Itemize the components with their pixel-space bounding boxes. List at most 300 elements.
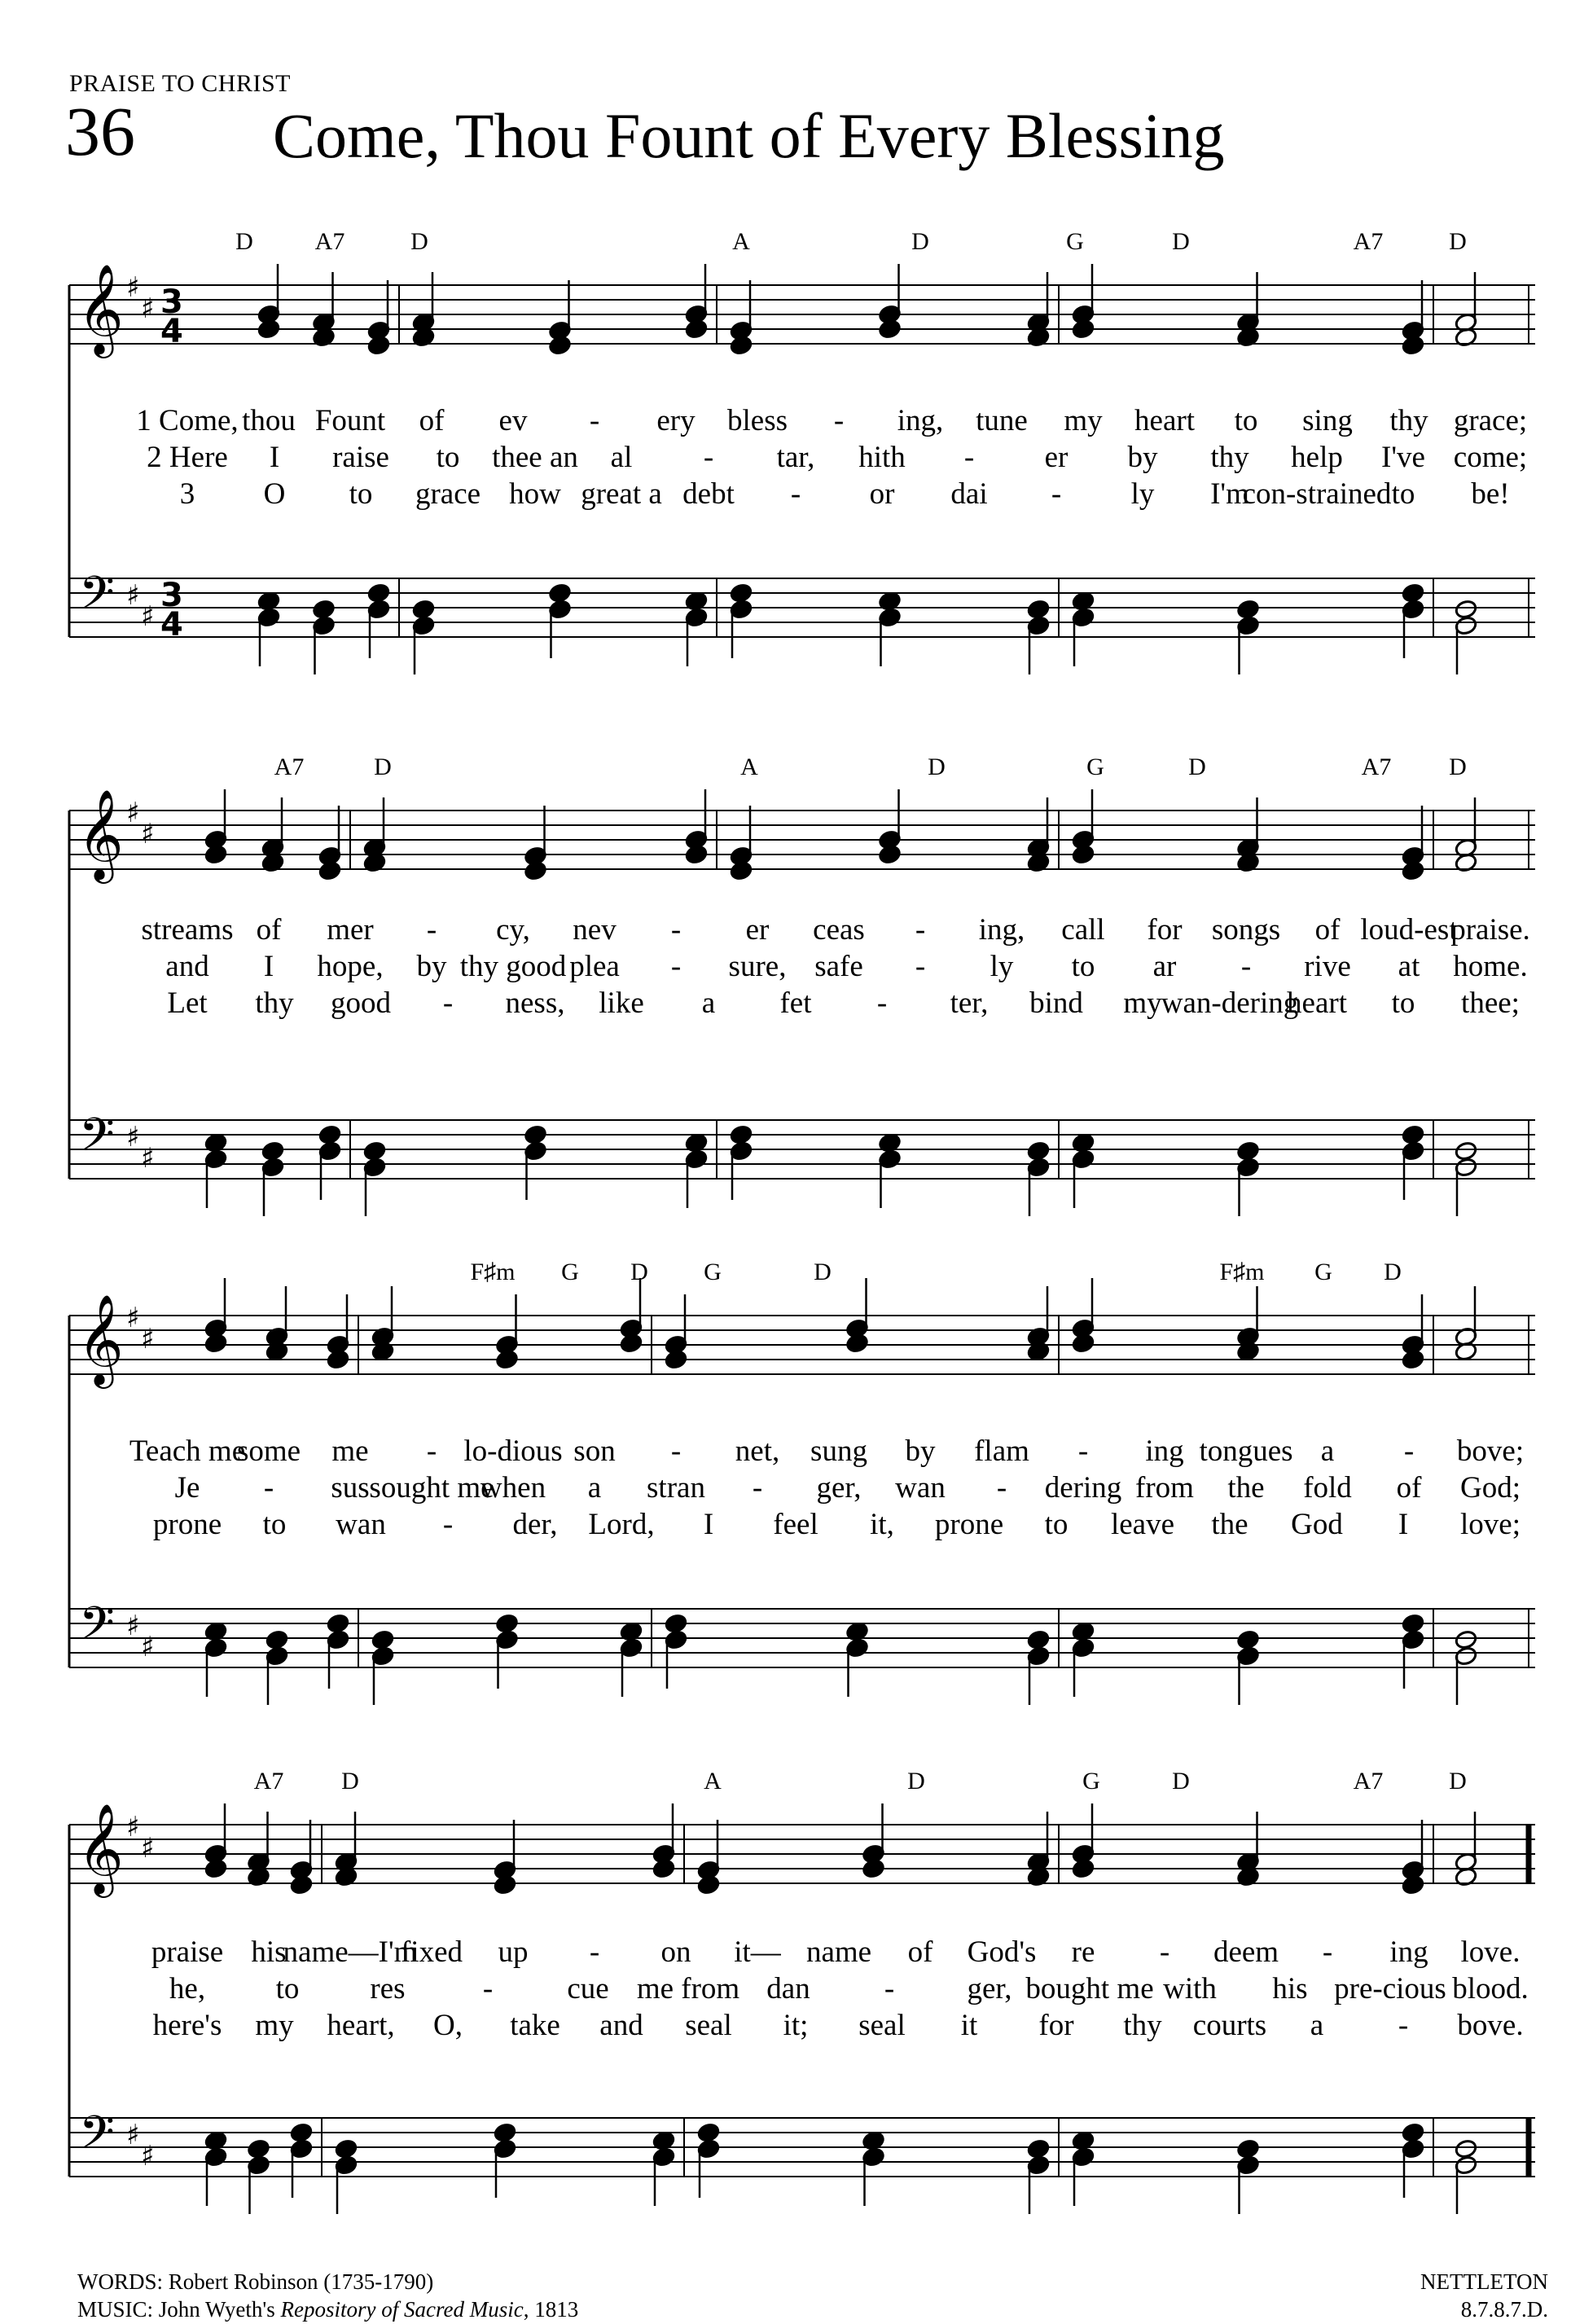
lyric-syllable: blood. [1452,1972,1529,2005]
lyric-syllable: a [1320,1434,1335,1468]
note-head [312,599,336,619]
lyric-syllable: Je [174,1471,200,1505]
lyric-syllable: - [996,1471,1007,1505]
lyric-syllable: ly [990,950,1014,983]
chord-symbol: G [1066,228,1084,255]
lyric-syllable: his [251,1935,287,1969]
lyric-syllable: net, [735,1434,780,1468]
note-head [1236,1140,1260,1161]
lyric-syllable: cue [567,1972,609,2005]
lyric-syllable: der, [512,1508,558,1541]
lyric-syllable: I [703,1508,714,1541]
lyric-syllable: to [436,441,460,474]
lyric-syllable: ceas [813,913,865,947]
chord-symbol: D [928,753,946,780]
note-head [371,1629,395,1650]
note-head [327,1349,350,1369]
lyric-syllable: a [587,1471,602,1505]
lyric-syllable: up [498,1935,529,1969]
lyric-syllable: when [480,1471,546,1505]
lyric-syllable: songs [1211,913,1281,947]
lyric-syllable: thy [1210,441,1249,474]
lyric-syllable: 2 Here [147,441,228,474]
lyric-syllable: - [442,986,454,1020]
lyric-syllable: hith [858,441,906,474]
sharp-icon: ♯ [141,600,155,633]
chord-symbol: G [1082,1768,1100,1795]
treble-clef-icon: 𝄞 [77,263,124,354]
note-head [1402,1349,1425,1369]
lyric-syllable: a [1310,2009,1324,2042]
lyric-syllable: - [876,986,888,1020]
hymn-number: 36 [65,92,135,170]
sharp-icon: ♯ [126,797,140,829]
lyric-syllable: heart, [327,2009,395,2042]
lyric-syllable: I [263,950,274,983]
note-head [257,319,281,339]
lyric-syllable: at [1398,950,1420,983]
note-head [204,844,228,864]
sharp-icon: ♯ [141,2140,155,2172]
chord-symbol: D [1172,1768,1190,1795]
lyric-syllable: thy [1123,2009,1162,2042]
chord-symbol: F♯m [470,1259,516,1285]
lyric-syllable: with [1163,1972,1217,2005]
lyric-syllable: ing, [978,913,1025,947]
lyric-syllable: my [1064,404,1103,437]
lyric-syllable: I'm [1210,477,1249,511]
chord-symbol: G [704,1259,722,1285]
lyric-syllable: wan [895,1471,946,1505]
lyric-syllable: er [1044,441,1069,474]
note-head [290,2122,314,2142]
lyric-syllable: sung [810,1434,867,1468]
sharp-icon: ♯ [126,2119,140,2151]
lyric-syllable: to [1391,477,1415,511]
chord-symbol: D [235,228,253,255]
lyric-syllable: - [426,913,437,947]
chord-symbol: D [911,228,929,255]
treble-clef-icon: 𝄞 [77,789,124,880]
note-head [327,1613,350,1633]
lyric-syllable: my [255,2009,294,2042]
lyric-syllable: - [915,950,926,983]
chord-symbol: D [374,753,392,780]
note-head [363,1140,387,1161]
lyric-syllable: bought me [1025,1972,1154,2005]
lyric-syllable: O [263,477,286,511]
lyric-syllable: wan-dering [1161,986,1299,1020]
note-head [1402,335,1425,355]
lyric-syllable: flam [974,1434,1029,1468]
note-head [862,1858,885,1878]
time-signature: 4 [160,606,183,644]
lyric-syllable: name—I'm [283,1935,418,1969]
lyric-syllable: seal [858,2009,906,2042]
lyric-syllable: to [1234,404,1258,437]
bass-clef-icon: 𝄢 [79,567,115,631]
lyric-syllable: - [263,1471,274,1505]
note-head [1402,1874,1425,1895]
sharp-icon: ♯ [126,579,140,612]
note-head [412,599,436,619]
lyric-syllable: er [745,913,770,947]
lyric-syllable: ly [1130,477,1155,511]
lyric-syllable: - [915,913,926,947]
chord-symbol: D [410,228,428,255]
chord-symbol: A [732,228,750,255]
lyric-syllable: heart [1134,404,1195,437]
treble-clef-icon: 𝄞 [77,1803,124,1894]
note-head [524,1124,547,1144]
lyric-syllable: stran [647,1471,705,1505]
lyric-syllable: ter, [950,986,989,1020]
lyric-syllable: dan [766,1972,810,2005]
chord-symbol: G [561,1259,579,1285]
lyric-syllable: - [1403,1434,1415,1468]
lyric-syllable: debt [682,477,735,511]
lyric-syllable: of [907,1935,933,1969]
music-system [0,1259,1571,1723]
lyric-syllable: 3 [179,477,195,511]
note-head [1402,2122,1425,2142]
bass-clef-icon: 𝄢 [79,1597,115,1662]
note-head [665,1613,688,1633]
lyric-syllable: how [509,477,561,511]
lyric-syllable: by [416,950,447,983]
lyric-syllable: to [1071,950,1095,983]
lyric-syllable: take [510,2009,560,2042]
chord-symbol: A [740,753,758,780]
note-head [318,1124,342,1144]
lyric-syllable: I [269,441,280,474]
lyric-syllable: ing [1389,1935,1428,1969]
sharp-icon: ♯ [141,818,155,850]
lyric-syllable: - [833,404,845,437]
lyric-syllable: God [1291,1508,1343,1541]
lyric-syllable: - [442,1508,454,1541]
bass-clef-icon: 𝄢 [79,2107,115,2171]
music-credit: MUSIC: John Wyeth's Repository of Sacred Music, 1813 [77,2296,579,2322]
lyric-syllable: heart [1287,986,1347,1020]
lyric-syllable: by [905,1434,936,1468]
music-system [0,1768,1571,2232]
lyric-syllable: the [1227,1471,1265,1505]
chord-symbol: D [1188,753,1206,780]
lyric-syllable: re [1071,1935,1095,1969]
music-system [0,753,1571,1218]
lyric-syllable: grace [415,477,481,511]
lyric-syllable: from [1135,1471,1194,1505]
note-head [1027,2138,1051,2159]
lyric-syllable: his [1272,1972,1308,2005]
lyric-syllable: dai [950,477,988,511]
lyric-syllable: thy [1389,404,1428,437]
chord-symbol: D [1449,1768,1467,1795]
lyric-syllable: Teach me [129,1434,246,1468]
note-head [1455,1629,1478,1650]
note-head [620,1333,643,1353]
lyric-syllable: tongues [1199,1434,1293,1468]
note-head [524,860,547,881]
lyric-syllable: feel [773,1508,818,1541]
footer-credits [77,2269,578,2324]
lyric-syllable: God's [967,1935,1037,1969]
chord-symbol: D [1384,1259,1402,1285]
lyric-syllable: plea [569,950,620,983]
lyric-syllable: safe [814,950,863,983]
note-head [335,2138,358,2159]
lyric-syllable: bind [1029,986,1083,1020]
note-head [367,335,391,355]
note-head [665,1349,688,1369]
lyric-syllable: it— [734,1935,781,1969]
chord-symbol: D [814,1259,832,1285]
time-signature: 4 [160,313,183,350]
note-head [1402,1613,1425,1633]
chord-symbol: A7 [314,228,345,255]
lyric-syllable: of [1396,1471,1422,1505]
tune-name: NETTLETON [1420,2269,1548,2294]
lyric-syllable: bless [727,404,788,437]
lyric-syllable: Fount [314,404,386,437]
lyric-syllable: fixed [400,1935,463,1969]
lyric-syllable: thy [255,986,294,1020]
lyric-syllable: - [670,1434,682,1468]
lyric-syllable: leave [1110,1508,1175,1541]
treble-clef-icon: 𝄞 [77,1294,124,1385]
lyric-syllable: ger, [967,1972,1012,2005]
lyric-syllable: to [349,477,373,511]
lyric-syllable: a [701,986,716,1020]
lyric-syllable: praise [151,1935,224,1969]
time-signature: 3 [160,283,183,321]
note-head [1027,1140,1051,1161]
note-head [204,1333,228,1353]
lyric-syllable: and [599,2009,643,2042]
lyric-syllable: - [589,404,600,437]
lyric-syllable: like [599,986,644,1020]
note-head [652,1858,676,1878]
note-head [204,1858,228,1878]
lyric-syllable: fet [779,986,812,1020]
note-head [261,1140,285,1161]
lyric-syllable: thee an [492,441,578,474]
note-head [290,1874,314,1895]
chord-symbol: A7 [1361,753,1392,780]
lyric-syllable: Let [167,986,208,1020]
lyric-syllable: raise [332,441,389,474]
lyric-syllable: prone [152,1508,222,1541]
lyric-syllable: be! [1471,477,1510,511]
lyric-syllable: - [1051,477,1062,511]
lyric-syllable: con-strained [1242,477,1392,511]
lyric-syllable: - [752,1471,763,1505]
lyric-syllable: Lord, [588,1508,655,1541]
lyric-syllable: hope, [317,950,384,983]
note-head [367,582,391,603]
note-head [265,1629,289,1650]
note-head [1236,1629,1260,1650]
note-head [845,1333,869,1353]
lyric-syllable: it, [870,1508,894,1541]
lyric-syllable: love. [1460,1935,1521,1969]
sharp-icon: ♯ [141,292,155,325]
lyric-syllable: rive [1304,950,1351,983]
lyric-syllable: ery [656,404,696,437]
note-head [1455,2138,1478,2159]
lyric-syllable: lo-dious [463,1434,563,1468]
lyric-syllable: courts [1192,2009,1267,2042]
lyric-syllable: grace; [1453,404,1528,437]
note-head [730,582,753,603]
lyric-syllable: loud-est [1360,913,1458,947]
note-head [878,844,902,864]
lyric-syllable: sus [331,1471,370,1505]
lyric-syllable: tar, [776,441,815,474]
sharp-icon: ♯ [126,1121,140,1153]
lyric-syllable: ev [498,404,528,437]
lyric-syllable: thy good [459,950,567,983]
hymn-title: Come, Thou Fount of Every Blessing [273,100,1225,171]
lyric-syllable: of [419,404,445,437]
lyric-syllable: ness, [505,986,565,1020]
lyric-syllable: ing, [897,404,944,437]
lyric-syllable: come; [1453,441,1528,474]
lyric-syllable: streams [141,913,234,947]
chord-symbol: D [1449,228,1467,255]
chord-symbol: D [630,1259,648,1285]
lyric-syllable: ar [1152,950,1177,983]
lyric-syllable: O, [433,2009,463,2042]
sharp-icon: ♯ [141,1323,155,1355]
note-head [1072,844,1095,864]
note-head [685,319,709,339]
lyric-syllable: wan [336,1508,386,1541]
lyric-syllable: mer [327,913,374,947]
lyric-syllable: thou [242,404,296,437]
lyric-syllable: he, [169,1972,206,2005]
note-head [1072,1333,1095,1353]
sharp-icon: ♯ [141,1142,155,1175]
note-head [730,335,753,355]
lyric-syllable: pre-cious [1334,1972,1446,2005]
lyric-syllable: deem [1213,1935,1279,1969]
sharp-icon: ♯ [126,1610,140,1642]
section-label: PRAISE TO CHRIST [69,70,291,97]
note-head [730,860,753,881]
lyric-syllable: ger, [816,1471,862,1505]
words-credit: WORDS: Robert Robinson (1735-1790) [77,2269,434,2294]
time-signature: 3 [160,577,183,614]
note-head [1402,1124,1425,1144]
lyric-syllable: bove. [1457,2009,1524,2042]
bass-clef-icon: 𝄢 [79,1109,115,1173]
lyric-syllable: tune [976,404,1028,437]
lyric-syllable: for [1038,2009,1074,2042]
lyric-syllable: by [1127,441,1158,474]
lyric-syllable: to [275,1972,300,2005]
note-head [495,1349,519,1369]
note-head [247,2138,270,2159]
lyric-syllable: seal [685,2009,732,2042]
note-head [318,860,342,881]
lyric-syllable: - [1322,1935,1333,1969]
lyric-syllable: home. [1453,950,1528,983]
lyric-syllable: - [703,441,714,474]
lyric-syllable: prone [934,1508,1004,1541]
lyric-syllable: sing [1302,404,1353,437]
lyric-syllable: - [670,913,682,947]
lyric-syllable: - [1159,1935,1170,1969]
lyric-syllable: al [610,441,633,474]
note-head [878,319,902,339]
lyric-syllable: - [589,1935,600,1969]
lyric-syllable: to [1391,986,1415,1020]
lyric-syllable: I [1398,1508,1409,1541]
lyric-syllable: - [1240,950,1252,983]
chord-symbol: A7 [1353,228,1384,255]
note-head [548,335,572,355]
note-head [1236,599,1260,619]
chord-symbol: A7 [274,753,305,780]
music-system [0,228,1571,692]
note-head [1072,1858,1095,1878]
chord-symbol: D [1449,753,1467,780]
lyric-syllable: help [1291,441,1343,474]
lyric-syllable: for [1147,913,1183,947]
chord-symbol: D [1172,228,1190,255]
sharp-icon: ♯ [141,1631,155,1663]
lyric-syllable: great a [581,477,662,511]
note-head [685,844,709,864]
lyric-syllable: sought me [369,1471,494,1505]
lyric-syllable: it [960,2009,978,2042]
lyric-syllable: bove; [1456,1434,1525,1468]
lyric-syllable: the [1211,1508,1248,1541]
chord-symbol: A7 [253,1768,284,1795]
lyric-syllable: good [331,986,391,1020]
lyric-syllable: - [670,950,682,983]
note-head [730,1124,753,1144]
lyric-syllable: some [236,1434,301,1468]
lyric-syllable: me from [636,1972,740,2005]
note-head [1402,582,1425,603]
lyric-syllable: 1 Come, [136,404,239,437]
lyric-syllable: - [482,1972,494,2005]
note-head [1072,319,1095,339]
chord-symbol: D [341,1768,359,1795]
lyric-syllable: thee; [1461,986,1520,1020]
lyric-syllable: cy, [496,913,530,947]
lyric-syllable: and [165,950,209,983]
lyric-syllable: sure, [728,950,787,983]
lyric-syllable: res [370,1972,406,2005]
lyric-syllable: fold [1303,1471,1352,1505]
lyric-syllable: - [1398,2009,1409,2042]
lyric-syllable: - [790,477,801,511]
tune-info [1420,2269,1548,2324]
chord-symbol: D [907,1768,925,1795]
lyric-syllable: of [1314,913,1341,947]
chord-symbol: A [704,1768,722,1795]
lyric-syllable: it; [783,2009,809,2042]
lyric-syllable: on [660,1935,691,1969]
lyric-syllable: - [1077,1434,1089,1468]
chord-symbol: F♯m [1219,1259,1265,1285]
lyric-syllable: of [256,913,282,947]
lyric-syllable: God; [1460,1471,1521,1505]
